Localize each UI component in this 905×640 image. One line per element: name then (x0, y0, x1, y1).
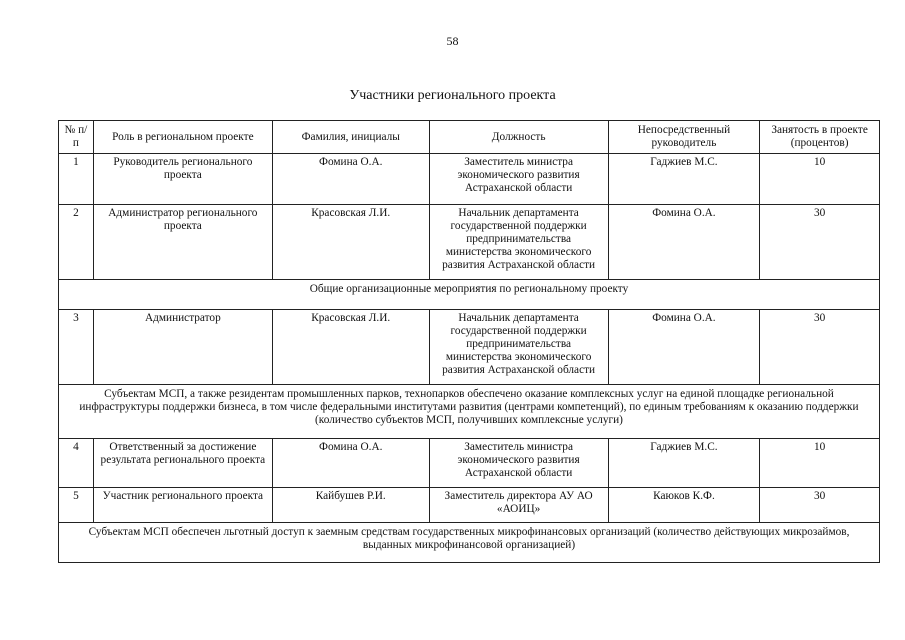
cell-name: Кайбушев Р.И. (272, 488, 429, 523)
cell-load: 30 (760, 488, 880, 523)
cell-position: Заместитель министра экономического развития Астраханской области (429, 439, 608, 488)
cell-number: 5 (59, 488, 94, 523)
cell-manager: Фомина О.А. (608, 205, 760, 280)
cell-number: 1 (59, 154, 94, 205)
cell-load: 30 (760, 205, 880, 280)
header-number: № п/п (59, 121, 94, 154)
cell-role: Руководитель регионального проекта (93, 154, 272, 205)
cell-load: 10 (760, 154, 880, 205)
cell-position: Начальник департамента государственной поддержки предпринимательства министерства экономического развития Астраханской области (429, 310, 608, 385)
cell-position: Заместитель директора АУ АО «АОИЦ» (429, 488, 608, 523)
cell-name: Фомина О.А. (272, 154, 429, 205)
header-position: Должность (429, 121, 608, 154)
page-number: 58 (446, 34, 459, 48)
cell-manager: Фомина О.А. (608, 310, 760, 385)
cell-name: Красовская Л.И. (272, 205, 429, 280)
header-manager: Непосредственный руководитель (608, 121, 760, 154)
cell-load: 30 (760, 310, 880, 385)
table-row (59, 154, 880, 205)
cell-name: Фомина О.А. (272, 439, 429, 488)
header-role: Роль в региональном проекте (93, 121, 272, 154)
cell-manager: Гаджиев М.С. (608, 439, 760, 488)
document-title: Участники регионального проекта (349, 88, 556, 103)
table-row (59, 439, 880, 488)
table-row (59, 488, 880, 523)
cell-role: Ответственный за достижение результата регионального проекта (93, 439, 272, 488)
table-row (59, 205, 880, 280)
section-heading: Субъектам МСП, а также резидентам промышленных парков, технопарков обеспечено оказание комплексных услуг на единой площадке региональной инфраструктуры поддержки бизнеса, в том числе федеральными институтами развития (центрами компетенций), по единым требованиям к оказанию поддержки (количество субъектов МСП, получивших комплексные услуги) (59, 385, 880, 439)
cell-manager: Гаджиев М.С. (608, 154, 760, 205)
participants-table (58, 120, 880, 563)
section-row (59, 523, 880, 563)
cell-manager: Каюков К.Ф. (608, 488, 760, 523)
cell-number: 4 (59, 439, 94, 488)
cell-number: 2 (59, 205, 94, 280)
cell-number: 3 (59, 310, 94, 385)
section-row (59, 385, 880, 439)
header-name: Фамилия, инициалы (272, 121, 429, 154)
cell-role: Администратор (93, 310, 272, 385)
table-row (59, 310, 880, 385)
cell-role: Администратор регионального проекта (93, 205, 272, 280)
header-load: Занятость в проекте (процентов) (760, 121, 880, 154)
cell-name: Красовская Л.И. (272, 310, 429, 385)
cell-position: Начальник департамента государственной поддержки предпринимательства министерства экономического развития Астраханской области (429, 205, 608, 280)
section-heading: Субъектам МСП обеспечен льготный доступ к заемным средствам государственных микрофинансовых организаций (количество действующих микрозаймов, выданных микрофинансовой организацией) (59, 523, 880, 563)
cell-position: Заместитель министра экономического развития Астраханской области (429, 154, 608, 205)
section-heading: Общие организационные мероприятия по региональному проекту (59, 280, 880, 310)
table-header-row (59, 121, 880, 154)
cell-load: 10 (760, 439, 880, 488)
section-row (59, 280, 880, 310)
cell-role: Участник регионального проекта (93, 488, 272, 523)
